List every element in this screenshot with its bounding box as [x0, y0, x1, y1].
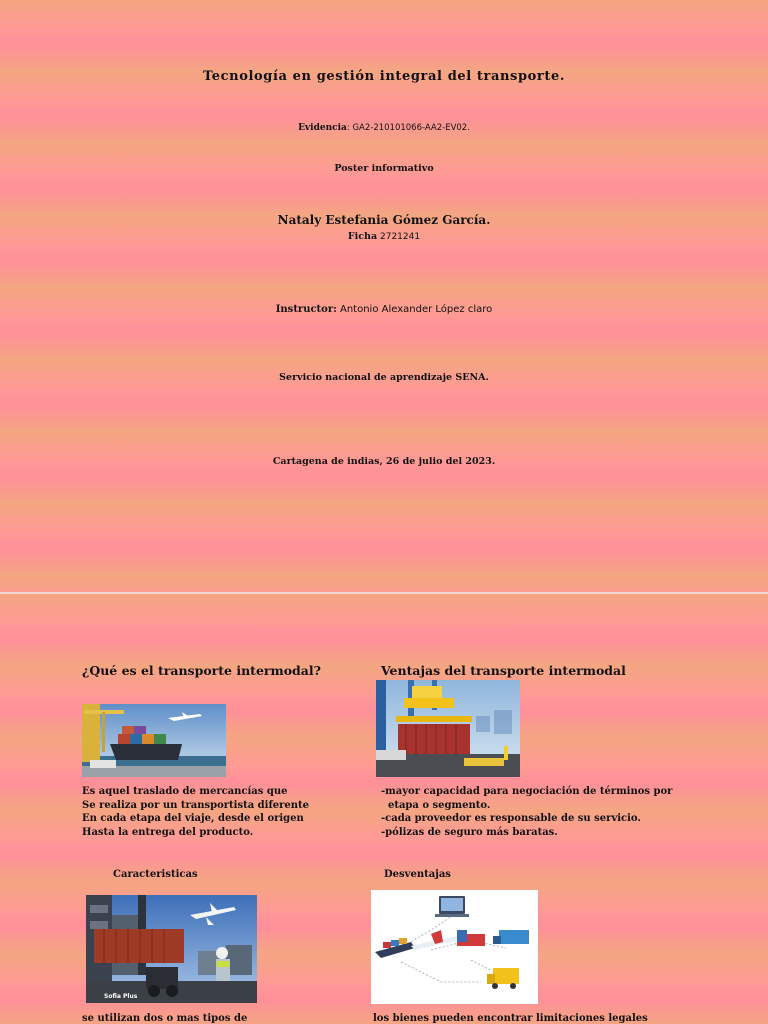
intermodal-heading: ¿Qué es el transporte intermodal?: [82, 663, 321, 678]
document-title: Tecnología en gestión integral del transporte.: [203, 69, 565, 84]
evidence-label: Evidencia: [298, 123, 347, 133]
features-heading: Caracteristicas: [113, 869, 198, 880]
logistics-network-image: [371, 890, 538, 1004]
container-crane-image: [376, 680, 520, 777]
evidence-value: : GA2-210101066-AA2-EV02.: [346, 123, 470, 133]
advantages-heading: Ventajas del transporte intermodal: [381, 663, 626, 678]
ficha-line: [0, 231, 768, 242]
instructor-name: Antonio Alexander López claro: [336, 304, 493, 315]
author-name: Nataly Estefania Gómez García.: [277, 213, 491, 227]
poster-subtitle: Poster informativo: [334, 163, 434, 174]
institution-name: Servicio nacional de aprendizaje SENA.: [279, 372, 489, 383]
disadvantages-text: los bienes pueden encontrar limitaciones legales: [373, 1013, 648, 1024]
sofia-plus-logo: Sofia Plus: [104, 993, 138, 1000]
port-ship-image: [82, 704, 226, 777]
place-date: Cartagena de indias, 26 de julio del 2023.: [272, 456, 496, 467]
poster-page: [0, 594, 768, 1024]
features-text: se utilizan dos o mas tipos de: [82, 1013, 248, 1024]
ficha-value: 2721241: [377, 232, 421, 242]
instructor-line: [0, 304, 768, 315]
intermodal-definition: Es aquel traslado de mercancías que Se realiza por un transportista diferente En cada etapa del viaje, desde el origen Hasta la entrega del producto.: [82, 786, 310, 838]
ficha-label: Ficha: [347, 231, 378, 242]
disadvantages-heading: Desventajas: [384, 869, 451, 880]
evidence-line: [0, 123, 768, 133]
instructor-label: Instructor:: [275, 304, 337, 315]
worker-forklift-image: [86, 895, 257, 1003]
advantages-list: -mayor capacidad para negociación de términos por etapa o segmento. -cada proveedor es responsable de su servicio. -pólizas de seguro más baratas.: [381, 786, 673, 838]
